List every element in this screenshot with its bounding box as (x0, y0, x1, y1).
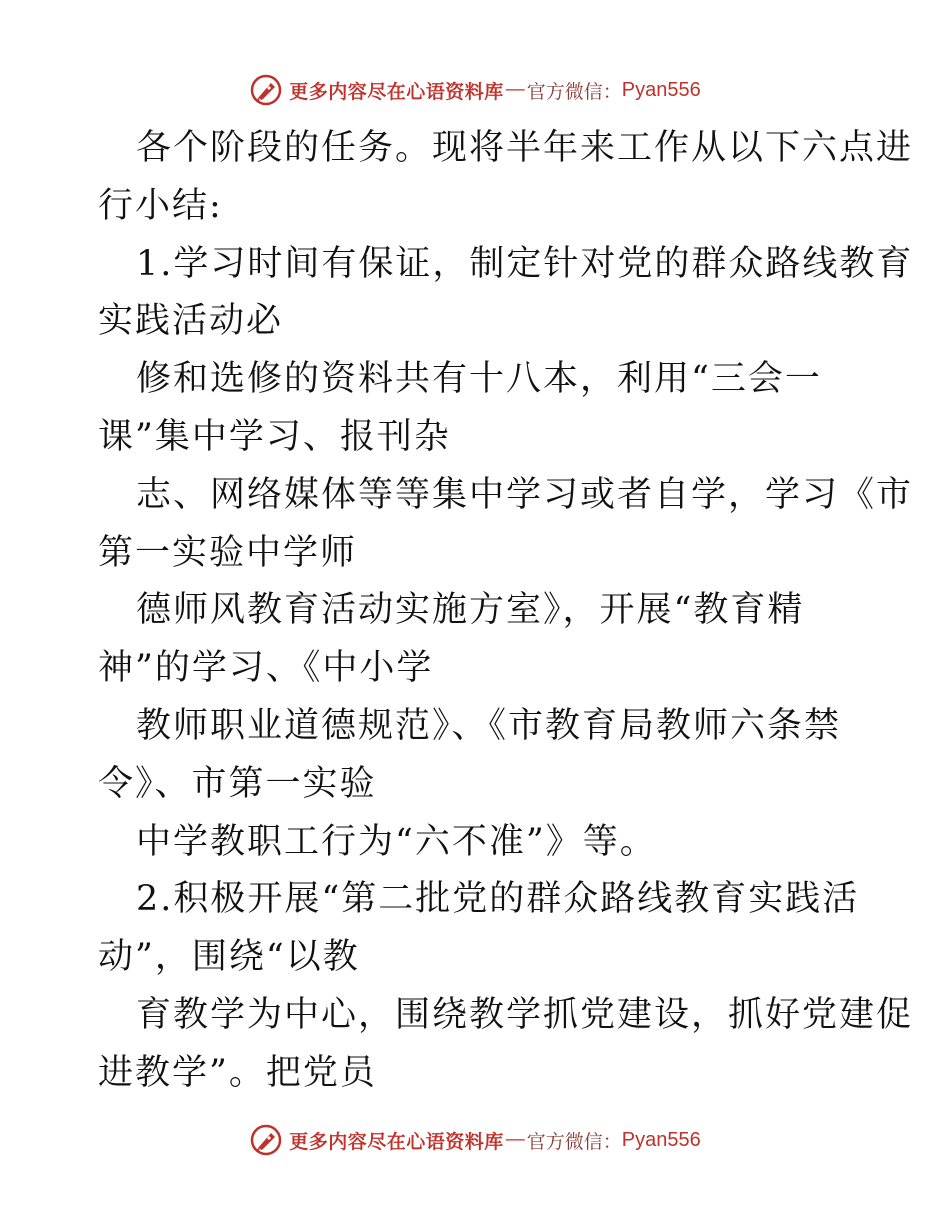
footer-watermark (0, 1120, 950, 1160)
watermark-account-id: Pyan556 (621, 1128, 701, 1151)
text-line: 各个阶段的任务。现将半年来工作从以下六点进 (136, 128, 914, 168)
text-line: 课”集中学习、报刊杂 (98, 416, 451, 457)
text-line: 2.积极开展“第二批党的群众路线教育实践活 (136, 879, 860, 920)
text-line: 志、网络媒体等等集中学习或者自学，学习《市 (136, 474, 914, 515)
text-line: 中学教职工行为“六不准”》等。 (136, 821, 657, 862)
watermark-official-text: 官方微信： (526, 1130, 622, 1153)
text-line: 实践活动必 (98, 301, 284, 342)
text-line: 育教学为中心，围绕教学抓党建设，抓好党建促 (136, 994, 914, 1035)
watermark-site-text: 更多内容尽在心语资料库 (289, 80, 504, 103)
watermark-official-text: 官方微信： (526, 80, 622, 103)
document-body (98, 120, 914, 1103)
watermark-account-id: Pyan556 (621, 78, 701, 101)
header-watermark (0, 70, 950, 110)
text-line: 行小结: (98, 185, 223, 226)
text-line: 进教学”。把党员 (98, 1052, 377, 1093)
watermark-separator: — (505, 1129, 525, 1150)
text-line: 修和选修的资料共有十八本，利用“三会一 (136, 359, 822, 400)
pen-nib-logo-icon (249, 1123, 283, 1157)
text-line: 1.学习时间有保证，制定针对党的群众路线教育 (136, 243, 914, 284)
text-line: 第一实验中学师 (98, 532, 358, 573)
text-line: 令》、市第一实验 (98, 763, 377, 804)
text-line: 教师职业道德规范》、《市教育局教师六条禁 (136, 705, 842, 746)
text-line: 神”的学习、《中小学 (98, 648, 434, 689)
watermark-separator: — (505, 79, 525, 100)
pen-nib-logo-icon (249, 73, 283, 107)
text-line: 德师风教育活动实施方室》，开展“教育精 (136, 590, 805, 631)
watermark-site-text: 更多内容尽在心语资料库 (289, 1130, 504, 1153)
text-line: 动”，围绕“以教 (98, 937, 360, 978)
